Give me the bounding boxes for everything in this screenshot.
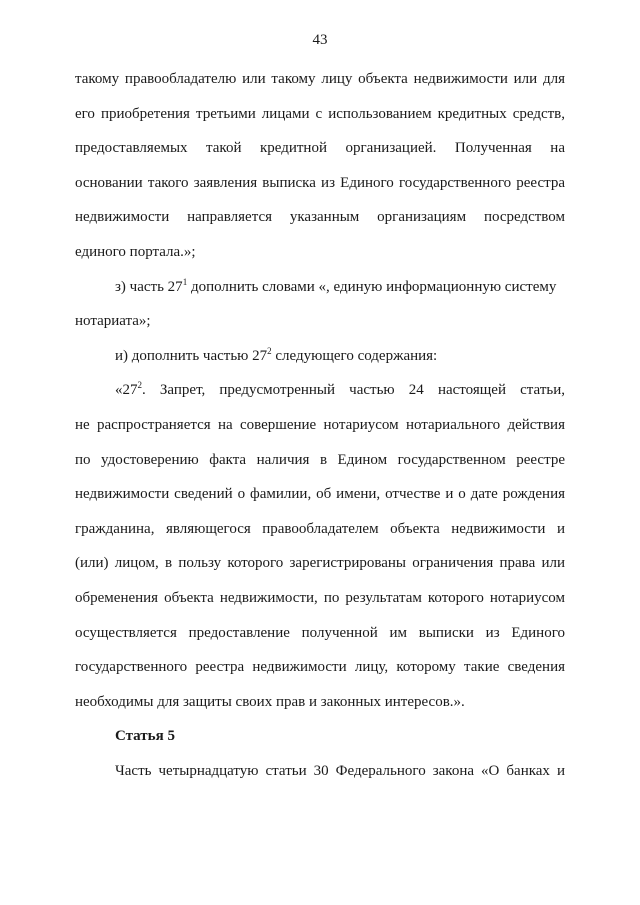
article-text-line: Часть четырнадцатую статьи 30 Федерального закона «О банках и [115, 762, 565, 779]
item-z-suffix: дополнить словами «, единую информационную систему [187, 278, 557, 295]
item-z-prefix: з) часть 27 [115, 278, 183, 295]
quote-first-line [75, 373, 565, 408]
quote-line: гражданина, являющегося правообладателем объекта недвижимости и [75, 520, 565, 537]
quote-line: недвижимости сведений о фамилии, об имени, отчестве и о дате рождения [75, 486, 565, 503]
quote-line: необходимы для защиты своих прав и законных интересов.». [75, 693, 465, 710]
paragraph-line: его приобретения третьими лицами с использованием кредитных средств, [75, 105, 565, 122]
quote-line: государственного реестра недвижимости лицу, которому такие сведения [75, 659, 565, 676]
quote-line: осуществляется предоставление полученной им выписки из Единого [75, 624, 565, 641]
paragraph-line: недвижимости направляется указанным организациям посредством [75, 209, 565, 226]
quote-suffix: . Запрет, предусмотренный частью 24 настоящей статьи, [142, 382, 565, 399]
item-z-continuation: нотариата»; [75, 313, 151, 330]
item-i-suffix: следующего содержания: [271, 347, 438, 364]
article-heading: Статья 5 [115, 728, 175, 745]
paragraph-line: единого портала.»; [75, 243, 196, 260]
item-z-line [75, 270, 565, 305]
quote-line: по удостоверению факта наличия в Едином государственном реестре [75, 451, 565, 468]
item-i-line [75, 339, 565, 374]
body-text [75, 62, 565, 788]
quote-line: не распространяется на совершение нотариусом нотариального действия [75, 416, 565, 433]
quote-line: обременения объекта недвижимости, по результатам которого нотариусом [75, 589, 565, 606]
quote-line: (или) лицом, в пользу которого зарегистрированы ограничения права или [75, 555, 565, 572]
paragraph-line: предоставляемых такой кредитной организацией. Полученная на [75, 140, 565, 157]
item-z-superscript: 1 [182, 276, 188, 287]
page-number: 43 [312, 32, 328, 48]
paragraph-line: основании такого заявления выписка из Единого государственного реестра [75, 174, 565, 191]
item-i-superscript: 2 [267, 345, 272, 356]
quote-superscript: 2 [137, 380, 142, 391]
item-i-prefix: и) дополнить частью 27 [115, 347, 268, 364]
quote-prefix: «27 [115, 382, 138, 399]
paragraph-line: такому правообладателю или такому лицу объекта недвижимости или для [75, 71, 565, 87]
